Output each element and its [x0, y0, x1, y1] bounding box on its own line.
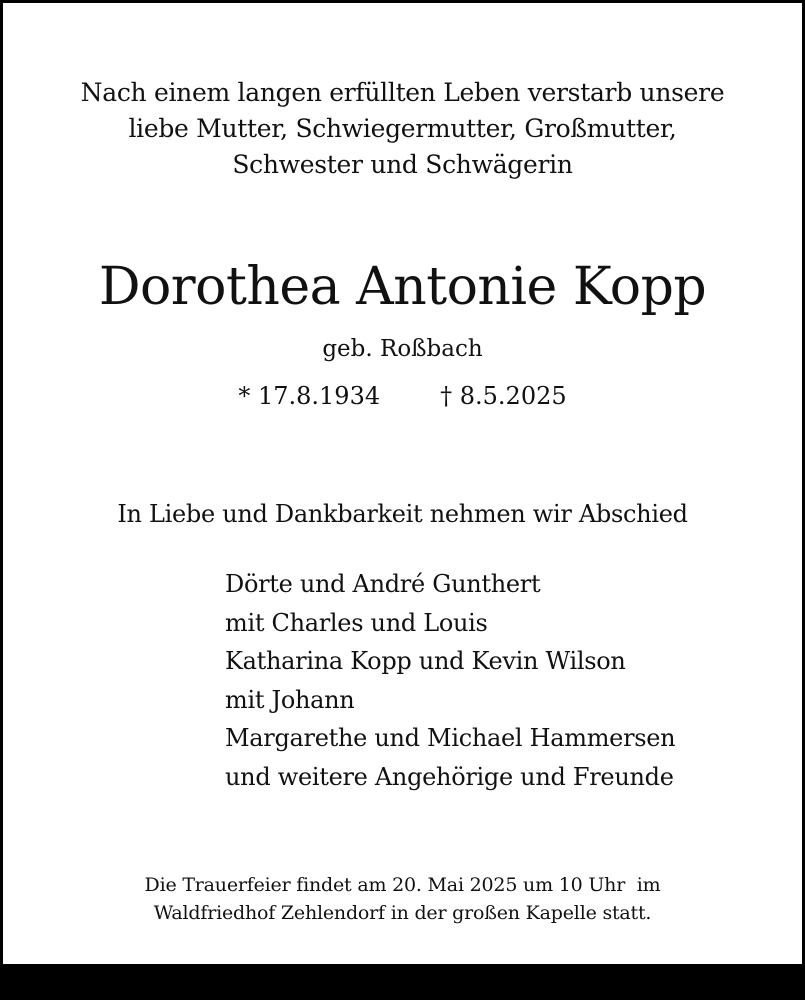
- death-date: † 8.5.2025: [440, 382, 567, 410]
- family-line: Katharina Kopp und Kevin Wilson: [225, 647, 626, 675]
- farewell-text: In Liebe und Dankbarkeit nehmen wir Abschied: [117, 500, 688, 528]
- intro-text: [3, 75, 802, 183]
- life-dates: [3, 379, 802, 413]
- maiden-name: geb. Roßbach: [322, 336, 483, 362]
- intro-line: Nach einem langen erfüllten Leben verstarb unsere: [80, 78, 725, 107]
- family-list: [225, 565, 675, 796]
- obituary-notice: [3, 3, 802, 964]
- family-line: und weitere Angehörige und Freunde: [225, 762, 674, 791]
- family-line: mit Charles und Louis: [225, 608, 488, 637]
- family-line: mit Johann: [225, 685, 355, 714]
- deceased-name: Dorothea Antonie Kopp: [98, 257, 707, 317]
- bottom-border: [0, 964, 805, 1000]
- family-line: Margarethe und Michael Hammersen: [225, 724, 676, 752]
- service-info: [3, 871, 802, 927]
- family-line: Dörte und André Gunthert: [225, 570, 541, 598]
- birth-date: * 17.8.1934: [238, 382, 381, 410]
- intro-line: Schwester und Schwägerin: [232, 150, 573, 179]
- service-line: Die Trauerfeier findet am 20. Mai 2025 um 10 Uhr im: [144, 874, 661, 896]
- intro-line: liebe Mutter, Schwiegermutter, Großmutter,: [128, 114, 677, 143]
- service-line: Waldfriedhof Zehlendorf in der großen Kapelle statt.: [153, 902, 652, 924]
